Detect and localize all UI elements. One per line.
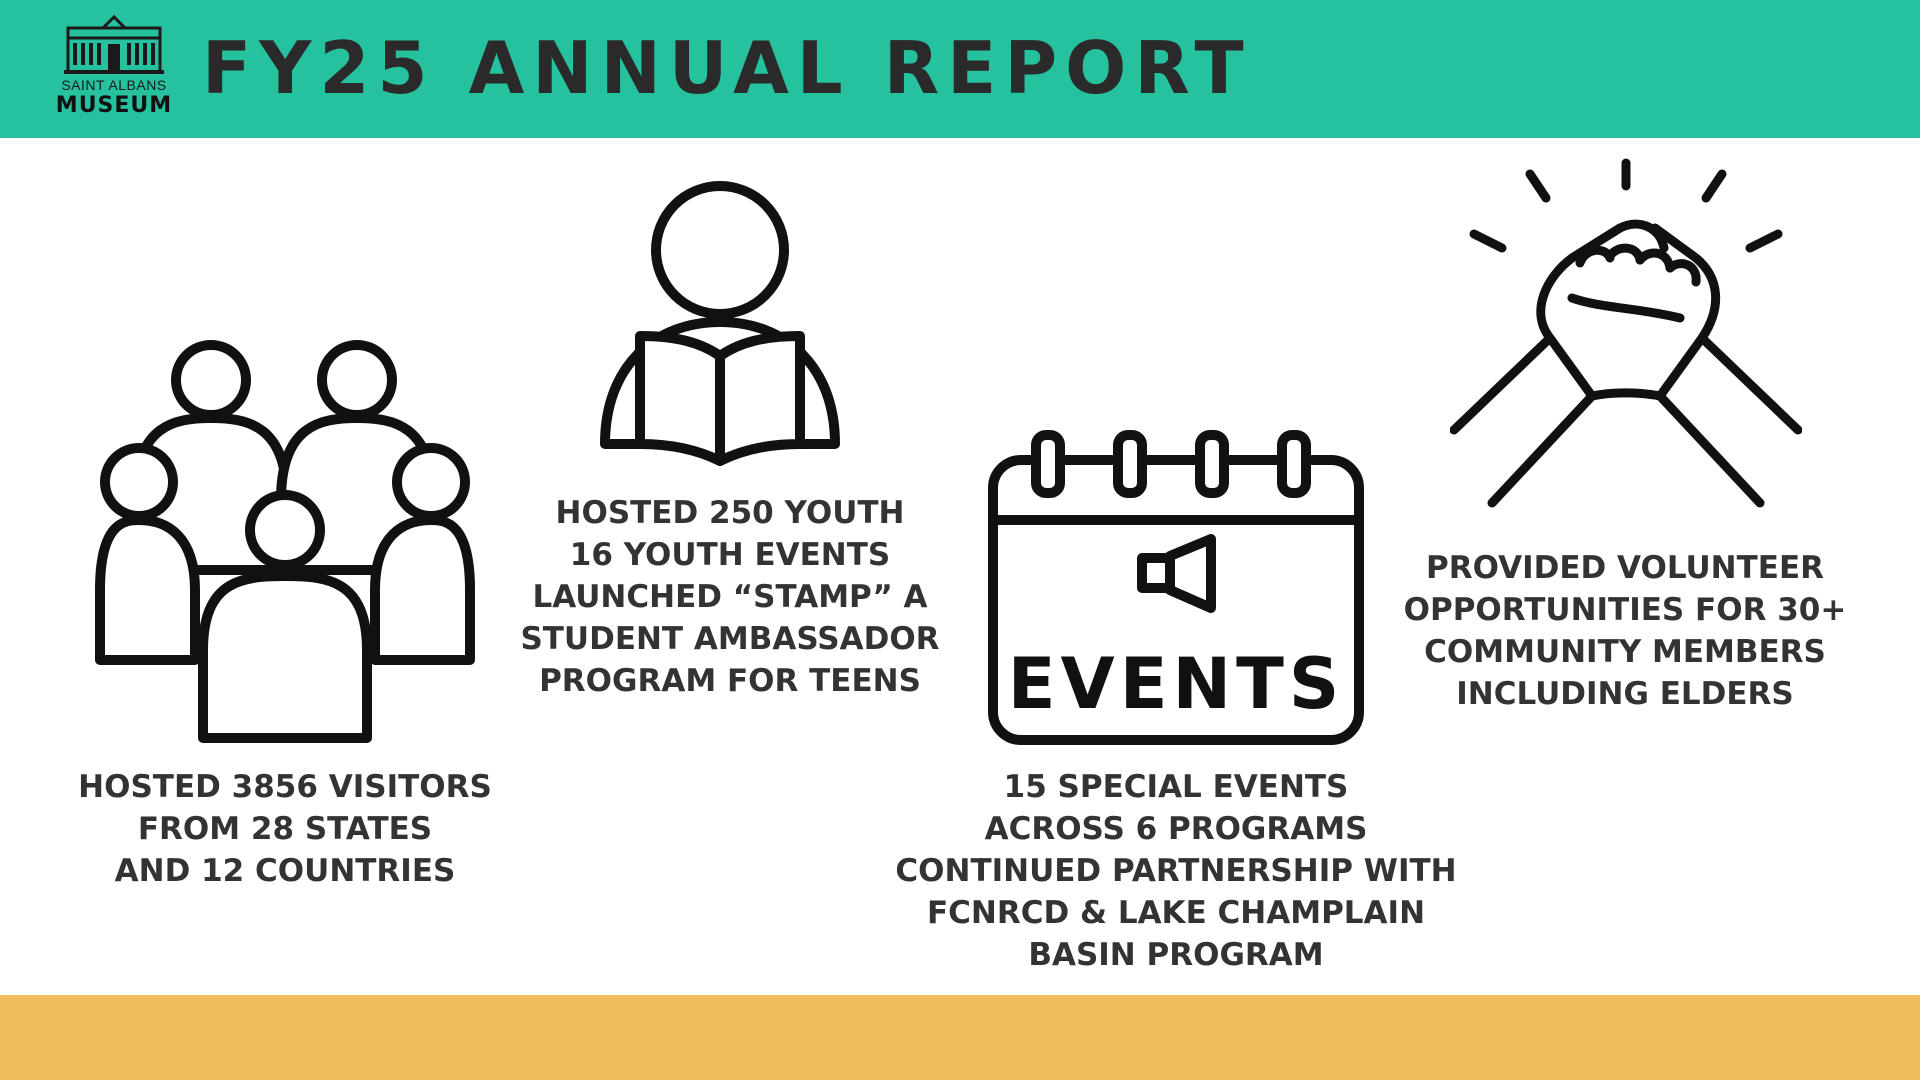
- caption-line: 16 YOUTH EVENTS: [569, 537, 891, 573]
- caption-line: FCNRCD & LAKE CHAMPLAIN: [926, 895, 1426, 931]
- youth-caption: [480, 492, 980, 702]
- visitors-caption: [40, 766, 530, 892]
- events-caption: [856, 766, 1496, 976]
- logo-subtitle: SAINT ALBANS: [61, 77, 167, 93]
- header-bar: [0, 0, 1920, 138]
- caption-line: STUDENT AMBASSADOR: [520, 621, 940, 657]
- caption-line: PROGRAM FOR TEENS: [539, 663, 921, 699]
- footer-bar: [0, 995, 1920, 1080]
- caption-line: HOSTED 3856 VISITORS: [78, 769, 492, 805]
- events-icon-label: EVENTS: [1007, 643, 1345, 725]
- caption-line: BASIN PROGRAM: [1028, 937, 1324, 973]
- caption-line: 15 SPECIAL EVENTS: [1003, 769, 1349, 805]
- caption-line: ACROSS 6 PROGRAMS: [984, 811, 1368, 847]
- logo-name: MUSEUM: [55, 93, 173, 118]
- caption-line: FROM 28 STATES: [137, 811, 433, 847]
- caption-line: OPPORTUNITIES FOR 30+: [1403, 592, 1847, 628]
- museum-logo: [48, 14, 180, 126]
- group-of-people-icon: [95, 340, 475, 745]
- events-calendar-icon: [988, 428, 1364, 748]
- caption-line: LAUNCHED “STAMP” A: [532, 579, 928, 615]
- caption-line: CONTINUED PARTNERSHIP WITH: [895, 853, 1457, 889]
- person-reading-book-icon: [595, 176, 845, 474]
- caption-line: COMMUNITY MEMBERS: [1424, 634, 1826, 670]
- caption-line: PROVIDED VOLUNTEER: [1425, 550, 1824, 586]
- museum-building-icon: [63, 14, 165, 76]
- caption-line: INCLUDING ELDERS: [1456, 676, 1794, 712]
- volunteer-caption: [1370, 547, 1880, 715]
- caption-line: HOSTED 250 YOUTH: [555, 495, 905, 531]
- clasped-hands-icon: [1450, 158, 1802, 510]
- caption-line: AND 12 COUNTRIES: [114, 853, 456, 889]
- page-title: FY25 ANNUAL REPORT: [202, 26, 1252, 110]
